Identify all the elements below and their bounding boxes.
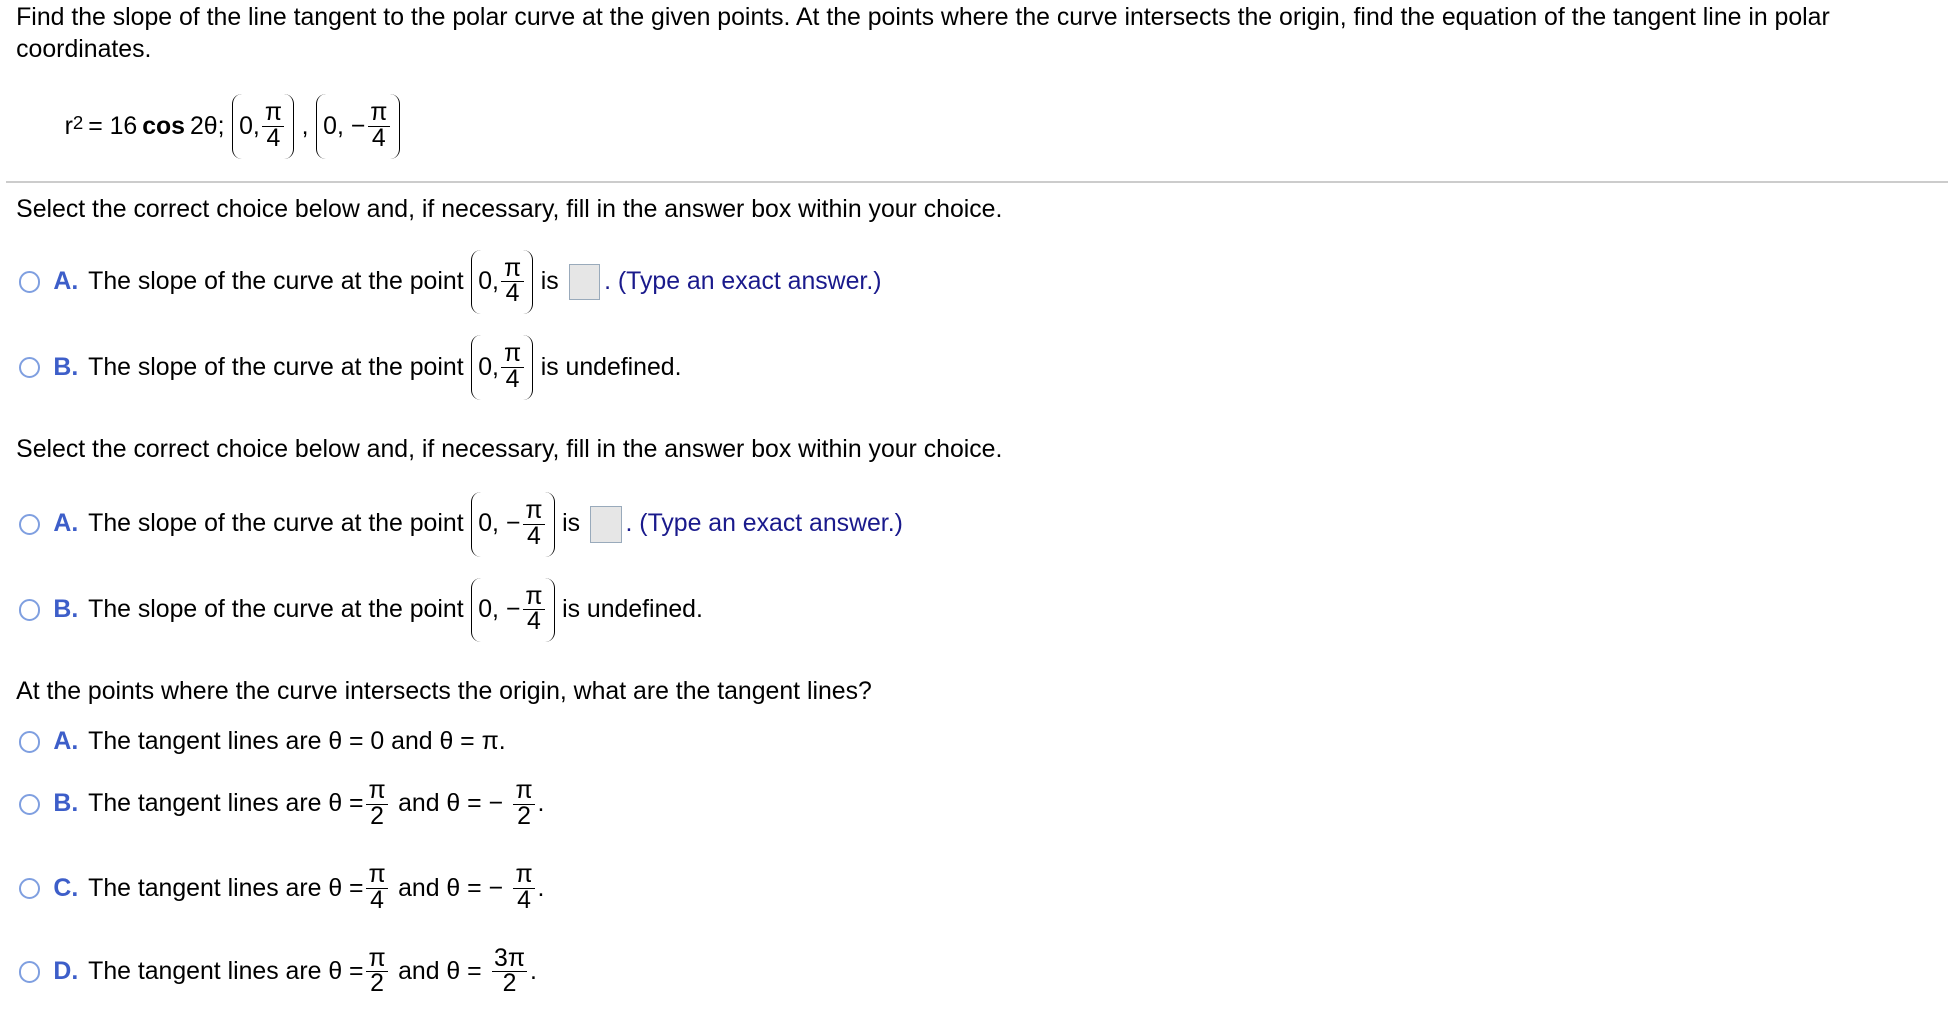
fraction bbox=[366, 776, 388, 830]
fraction bbox=[523, 582, 545, 636]
numerator: π bbox=[501, 342, 523, 368]
denominator: 4 bbox=[526, 522, 541, 550]
denominator: 4 bbox=[266, 125, 281, 153]
radio-button[interactable] bbox=[19, 357, 40, 378]
radio-button[interactable] bbox=[19, 514, 40, 535]
eq-r: r bbox=[64, 112, 73, 140]
choice-text: The tangent lines are θ = bbox=[88, 957, 364, 985]
denominator: 4 bbox=[526, 608, 541, 636]
choice-letter: D. bbox=[53, 957, 79, 985]
numerator: 3π bbox=[492, 947, 528, 973]
q3-choice-c[interactable] bbox=[19, 863, 545, 914]
radio-button[interactable] bbox=[19, 794, 40, 815]
choice-text: The slope of the curve at the point bbox=[88, 267, 464, 295]
q3-instruction: At the points where the curve intersects the origin, what are the tangent lines? bbox=[16, 678, 872, 706]
denominator: 2 bbox=[370, 802, 384, 830]
fraction bbox=[523, 496, 545, 550]
numerator: π bbox=[501, 257, 523, 283]
point-r: 0, bbox=[478, 353, 499, 381]
numerator: π bbox=[366, 947, 388, 973]
eq-exponent: 2 bbox=[72, 111, 84, 133]
choice-text: The slope of the curve at the point bbox=[88, 510, 464, 538]
denominator: 4 bbox=[370, 887, 384, 915]
choice-tail: is undefined. bbox=[562, 595, 703, 623]
choice-letter: B. bbox=[53, 353, 79, 381]
fraction bbox=[501, 342, 523, 393]
period: . bbox=[537, 874, 545, 902]
denominator: 4 bbox=[505, 280, 520, 308]
choice-text: The slope of the curve at the point bbox=[88, 595, 464, 623]
q3-choice-b[interactable] bbox=[19, 776, 545, 830]
separator: , bbox=[301, 112, 309, 140]
choice-letter: B. bbox=[53, 790, 79, 818]
choice-text-mid: and θ = − bbox=[398, 874, 504, 902]
numerator: π bbox=[523, 585, 545, 611]
eq-equals: = 16 bbox=[88, 112, 138, 140]
radio-button[interactable] bbox=[19, 961, 40, 982]
q3-choice-d[interactable] bbox=[19, 944, 537, 998]
point bbox=[471, 578, 555, 643]
point-r: 0, bbox=[239, 112, 260, 140]
choice-letter: A. bbox=[53, 727, 79, 755]
divider bbox=[6, 181, 1948, 182]
fraction bbox=[501, 254, 523, 308]
point-2 bbox=[316, 94, 400, 159]
radio-button[interactable] bbox=[19, 271, 40, 292]
numerator: π bbox=[366, 779, 388, 805]
q1-instruction: Select the correct choice below and, if necessary, fill in the answer box within your choice. bbox=[16, 196, 1003, 224]
choice-text-mid: and θ = − bbox=[398, 790, 504, 818]
point bbox=[471, 492, 555, 557]
fraction bbox=[513, 776, 535, 830]
q1-choice-a[interactable] bbox=[19, 250, 882, 315]
radio-button[interactable] bbox=[19, 731, 40, 752]
is-text: is bbox=[562, 510, 581, 538]
point bbox=[471, 250, 533, 315]
answer-box[interactable] bbox=[569, 264, 601, 301]
choice-text: The slope of the curve at the point bbox=[88, 353, 464, 381]
point-1 bbox=[232, 94, 294, 159]
denominator: 2 bbox=[370, 970, 384, 998]
point-r: 0, − bbox=[478, 510, 521, 538]
q2-instruction: Select the correct choice below and, if necessary, fill in the answer box within your choice. bbox=[16, 436, 1003, 464]
fraction bbox=[366, 944, 388, 998]
q2-choice-b[interactable] bbox=[19, 578, 703, 643]
choice-text: The tangent lines are θ = bbox=[88, 874, 364, 902]
q3-choice-a[interactable] bbox=[19, 728, 506, 756]
polar-equation bbox=[65, 94, 407, 159]
point-r: 0, bbox=[478, 267, 499, 295]
question-prompt: Find the slope of the line tangent to the polar curve at the given points. At the points where the curve intersects the origin, find the equation of the tangent line in polar coordinates. bbox=[16, 4, 1830, 63]
is-text: is bbox=[540, 267, 559, 295]
numerator: π bbox=[366, 863, 388, 889]
choice-text: The tangent lines are θ = bbox=[88, 790, 364, 818]
choice-letter: A. bbox=[53, 267, 79, 295]
eq-cos: cos bbox=[142, 112, 185, 140]
choice-letter: A. bbox=[53, 510, 79, 538]
point-r: 0, − bbox=[478, 595, 521, 623]
point bbox=[471, 335, 533, 400]
choice-letter: C. bbox=[53, 874, 79, 902]
eq-arg: 2θ; bbox=[189, 112, 225, 140]
choice-tail: is undefined. bbox=[540, 353, 682, 381]
choice-letter: B. bbox=[53, 595, 79, 623]
numerator: π bbox=[523, 499, 545, 525]
fraction bbox=[262, 101, 284, 152]
fraction bbox=[366, 863, 388, 914]
radio-button[interactable] bbox=[19, 878, 40, 899]
choice-text-mid: and θ = bbox=[398, 957, 482, 985]
numerator: π bbox=[513, 779, 535, 805]
numerator: π bbox=[262, 101, 284, 127]
fraction bbox=[368, 101, 390, 152]
denominator: 4 bbox=[371, 125, 386, 153]
q1-choice-b[interactable] bbox=[19, 335, 682, 400]
point-r: 0, − bbox=[323, 112, 366, 140]
numerator: π bbox=[368, 101, 390, 127]
fraction bbox=[492, 944, 528, 998]
denominator: 4 bbox=[517, 887, 531, 915]
radio-button[interactable] bbox=[19, 599, 40, 620]
choice-text: The tangent lines are θ = 0 and θ = π. bbox=[88, 727, 506, 755]
period: . bbox=[537, 790, 545, 818]
denominator: 2 bbox=[502, 970, 517, 998]
numerator: π bbox=[513, 863, 535, 889]
denominator: 4 bbox=[505, 366, 520, 394]
answer-hint: . (Type an exact answer.) bbox=[625, 510, 903, 538]
denominator: 2 bbox=[517, 802, 531, 830]
period: . bbox=[529, 957, 537, 985]
q2-choice-a[interactable] bbox=[19, 492, 903, 557]
fraction bbox=[513, 863, 535, 914]
answer-hint: . (Type an exact answer.) bbox=[604, 267, 882, 295]
answer-box[interactable] bbox=[590, 506, 622, 543]
